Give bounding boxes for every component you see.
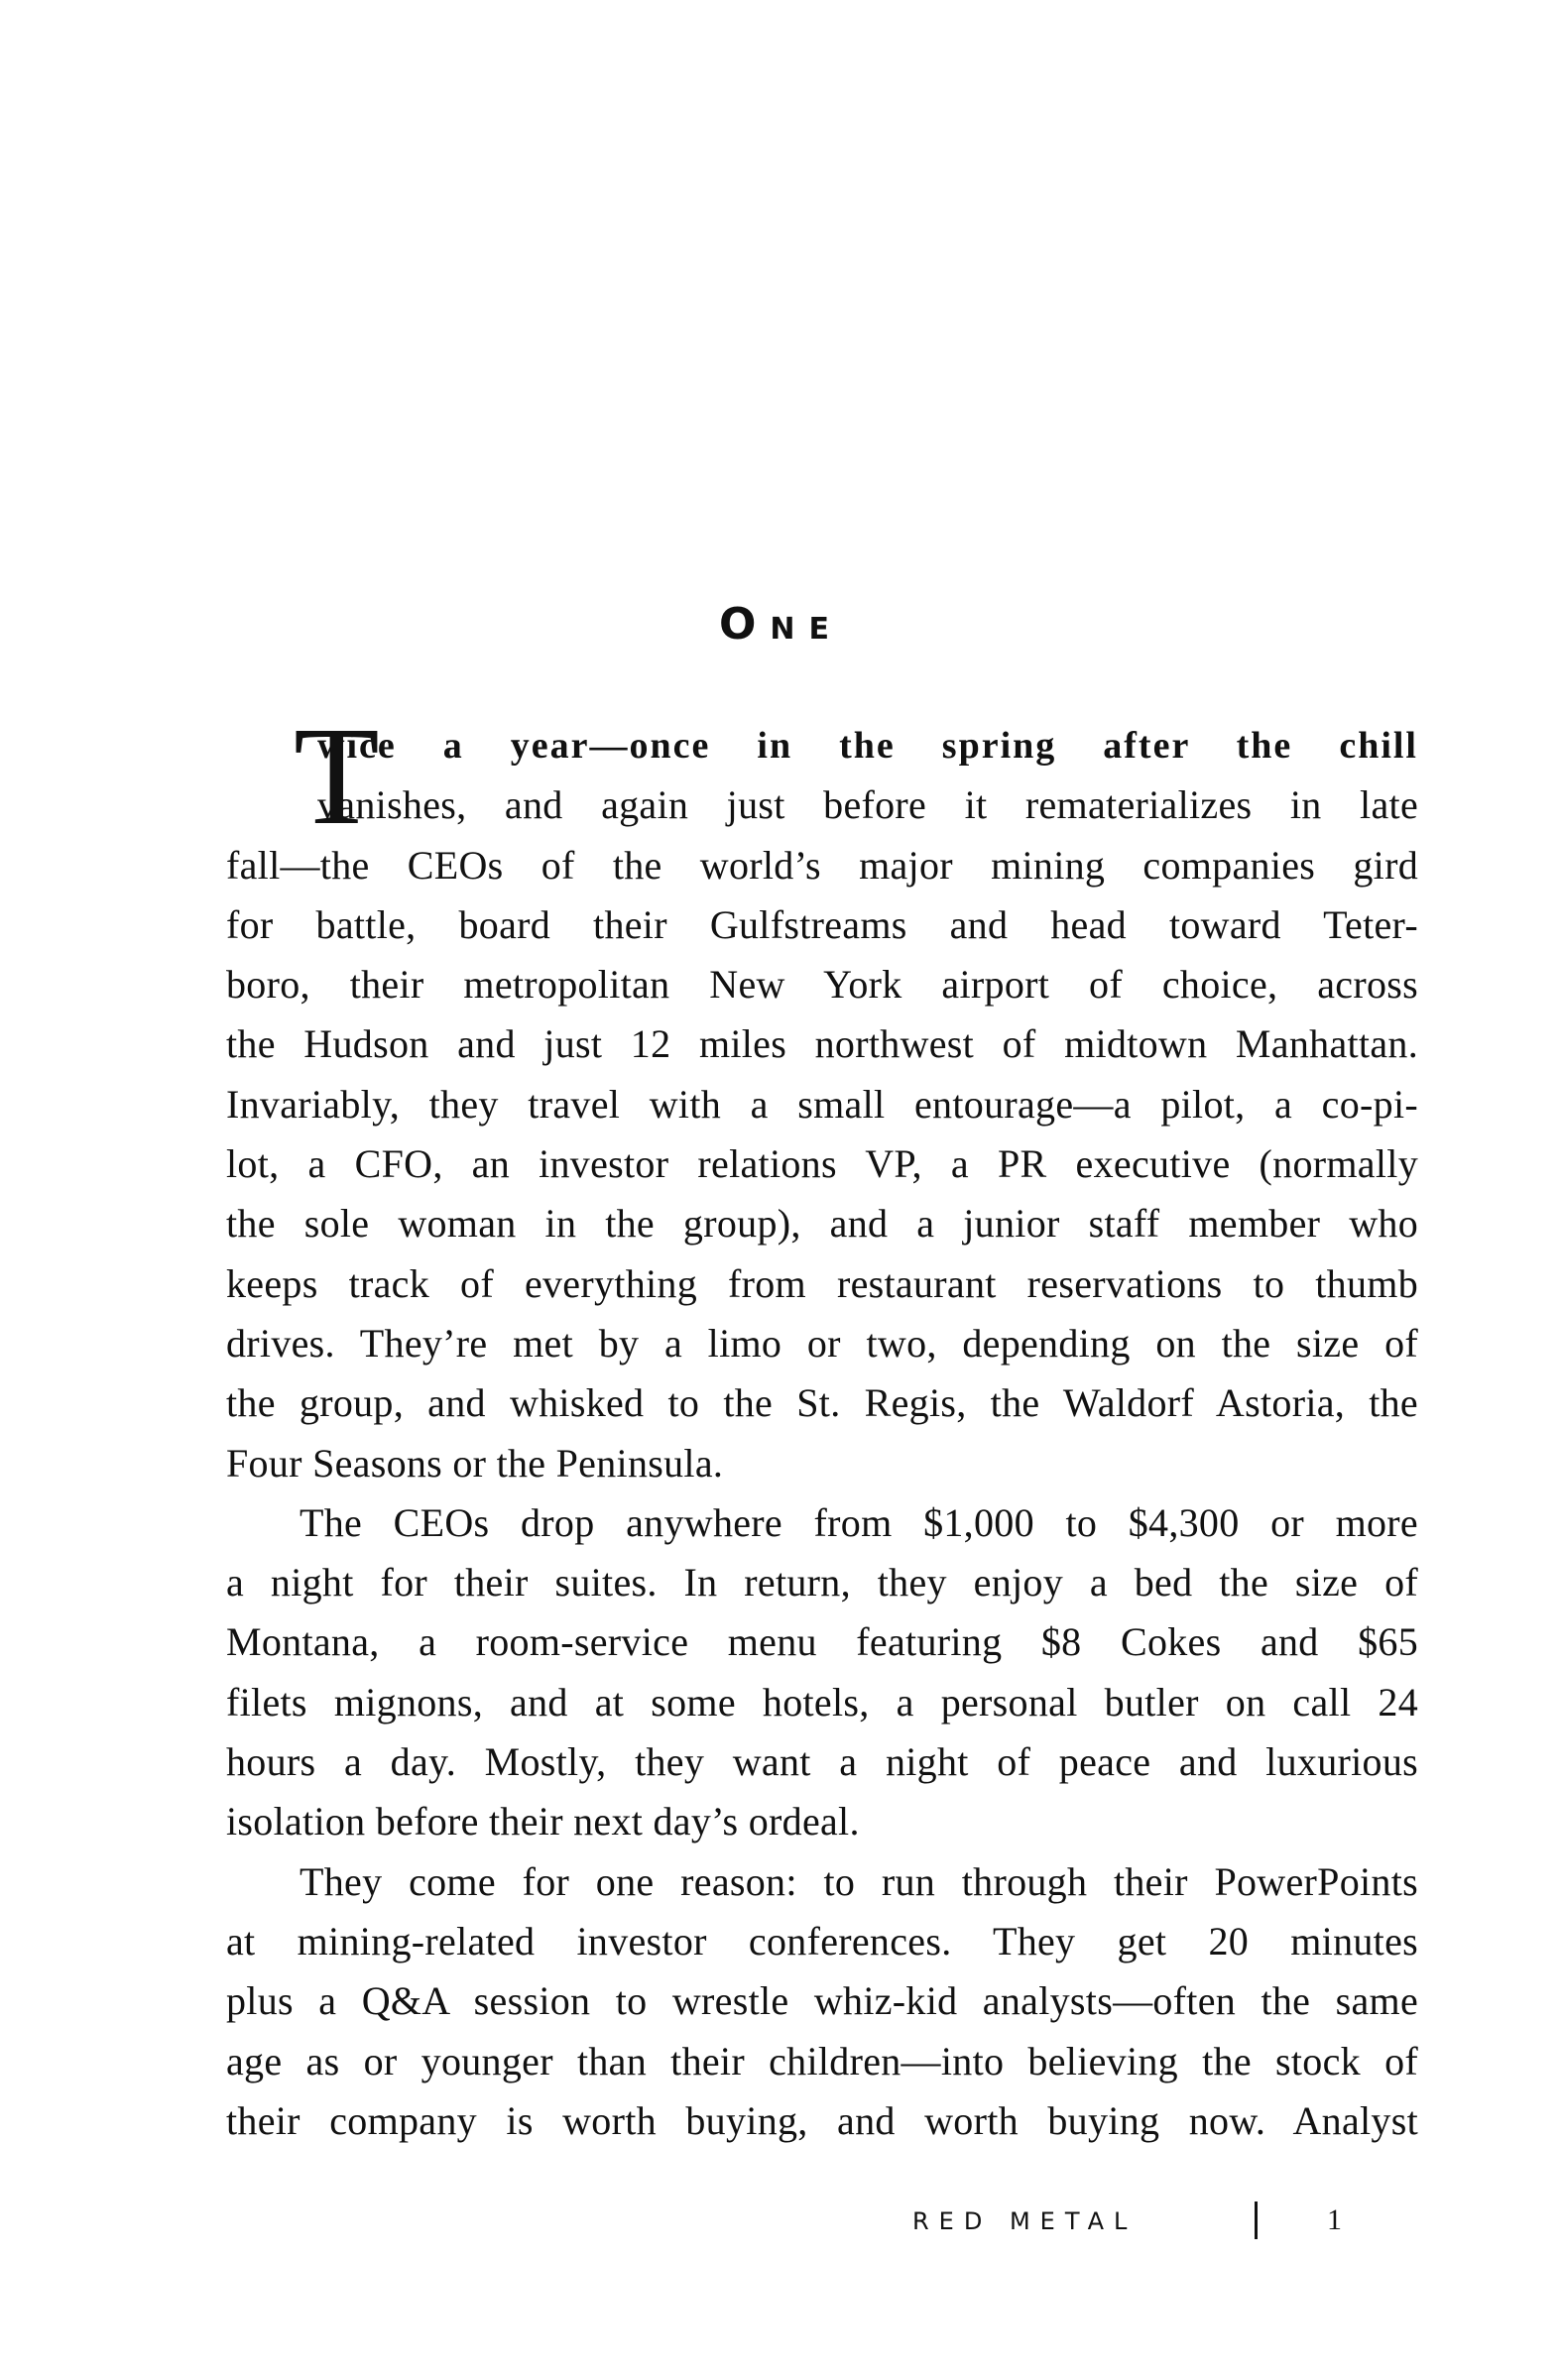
footer-divider [1255,2202,1258,2239]
page-number: 1 [1327,2203,1342,2236]
text-line: Montana, a room-service menu featuring $8 Cokes and $65 [226,1619,1418,1665]
text-line: their company is worth buying, and worth buying now. Analyst [226,2097,1418,2143]
text-line: hours a day. Mostly, they want a night of peace and luxurious [226,1739,1418,1785]
body-text [226,697,1418,2151]
text-line: vanishes, and again just before it rematerializes in late [317,782,1418,828]
chapter-heading [0,599,1562,650]
text-line: the sole woman in the group), and a junior staff member who [226,1201,1418,1247]
text-line: at mining-related investor conferences. They get 20 minutes [226,1918,1418,1964]
chapter-heading-rest: NE [770,612,843,647]
chapter-heading-initial: O [718,599,771,650]
running-footer-title: RED METAL [912,2207,1138,2235]
text-line: They come for one reason: to run through their PowerPoints [300,1858,1418,1904]
text-line: for battle, board their Gulfstreams and head toward Teter- [226,901,1418,947]
text-line: wice a year—once in the spring after the chill [317,725,1418,767]
text-line: the Hudson and just 12 miles northwest of midtown Manhattan. [226,1021,1418,1067]
text-line: keeps track of everything from restaurant reservations to thumb [226,1260,1418,1306]
drop-cap: T [294,697,380,854]
text-line: the group, and whisked to the St. Regis, the Waldorf Astoria, the [226,1380,1418,1426]
text-line: a night for their suites. In return, they enjoy a bed the size of [226,1560,1418,1606]
text-line: plus a Q&A session to wrestle whiz-kid analysts—often the same [226,1978,1418,2024]
text-line: boro, their metropolitan New York airport of choice, across [226,962,1418,1008]
text-line: age as or younger than their children—into believing the stock of [226,2038,1418,2083]
text-line: filets mignons, and at some hotels, a personal butler on call 24 [226,1679,1418,1725]
text-line: lot, a CFO, an investor relations VP, a PR executive (normally [226,1141,1418,1187]
text-line: fall—the CEOs of the world’s major mining companies gird [226,842,1418,888]
text-line: Four Seasons or the Peninsula. [226,1440,724,1486]
text-line: drives. They’re met by a limo or two, depending on the size of [226,1320,1418,1366]
text-line: The CEOs drop anywhere from $1,000 to $4,300 or more [300,1499,1418,1545]
text-line: Invariably, they travel with a small entourage—a pilot, a co-pi- [226,1081,1418,1127]
text-line: isolation before their next day’s ordeal. [226,1799,860,1844]
